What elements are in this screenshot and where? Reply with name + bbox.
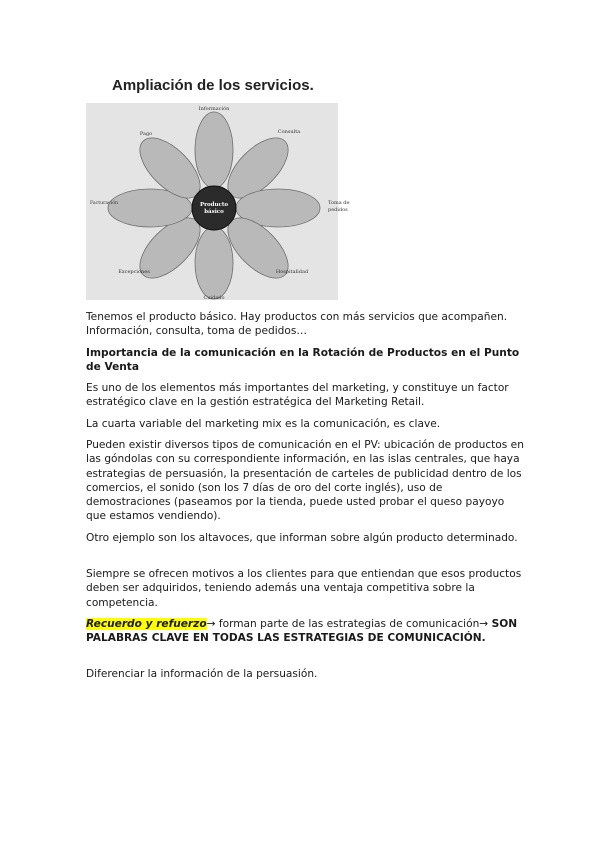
paragraph-fourth-variable: La cuarta variable del marketing mix es la comunicación, es clave.	[86, 418, 441, 430]
petal-bottom	[195, 227, 233, 299]
label-top: Información	[198, 106, 230, 112]
paragraph-differentiate: Diferenciar la información de la persuasión.	[86, 668, 318, 680]
keywords-statement: SON PALABRAS CLAVE EN TODAS LAS ESTRATEGIAS DE COMUNICACIÓN.	[86, 618, 518, 645]
label-right-line1: Toma de	[328, 200, 350, 206]
highlighted-keywords: Recuerdo y refuerzo	[86, 618, 207, 630]
center-label-line2: básico	[204, 209, 224, 215]
paragraph-marketing-element: Es uno de los elementos más importantes del marketing, y constituye un factor estratégico clave en la gestión estratégica del Marketing Retail.	[86, 382, 509, 409]
keywords-connector-text: → forman parte de las estrategias de comunicación→	[206, 618, 489, 630]
label-bottom: Cuidado	[203, 295, 225, 301]
label-top-left: Pago	[139, 131, 153, 137]
services-flower-diagram	[86, 103, 350, 301]
label-bottom-right: Hospitalidad	[275, 269, 309, 275]
label-bottom-left: Excepciones	[118, 269, 150, 275]
page-title: Ampliación de los servicios.	[112, 77, 314, 94]
paragraph-basic-product: Tenemos el producto básico. Hay productos con más servicios que acompañen. Información, consulta, toma de pedidos…	[86, 311, 508, 338]
section-heading-communication: Importancia de la comunicación en la Rotación de Productos en el Punto de Venta	[86, 347, 520, 374]
label-left: Facturación	[90, 200, 121, 206]
label-right-line2: pedidos	[328, 207, 348, 213]
paragraph-keywords	[86, 617, 526, 646]
paragraph-customer-motives: Siempre se ofrecen motivos a los clientes para que entiendan que esos productos deben ser adquiridos, teniendo además una ventaja competitiva sobre la competencia.	[86, 568, 522, 609]
petal-top	[195, 112, 233, 188]
paragraph-speakers-example: Otro ejemplo son los altavoces, que informan sobre algún producto determinado.	[86, 532, 518, 544]
flower-diagram-svg	[86, 103, 350, 301]
paragraph-communication-types: Pueden existir diversos tipos de comunicación en el PV: ubicación de productos en las góndolas con su correspondiente información, en las islas centrales, que haya estrategias de persuasión, la presentación de carteles de publicidad dentro de los comercios, el sonido (son los 7 días de oro del corte inglés), uso de demostraciones (paseamos por la tienda, puede usted probar el queso payoyo que estamos vendiendo).	[86, 439, 524, 523]
label-top-right: Consulta	[277, 129, 301, 135]
center-label-line1: Producto	[199, 202, 229, 208]
center-circle	[192, 186, 236, 230]
